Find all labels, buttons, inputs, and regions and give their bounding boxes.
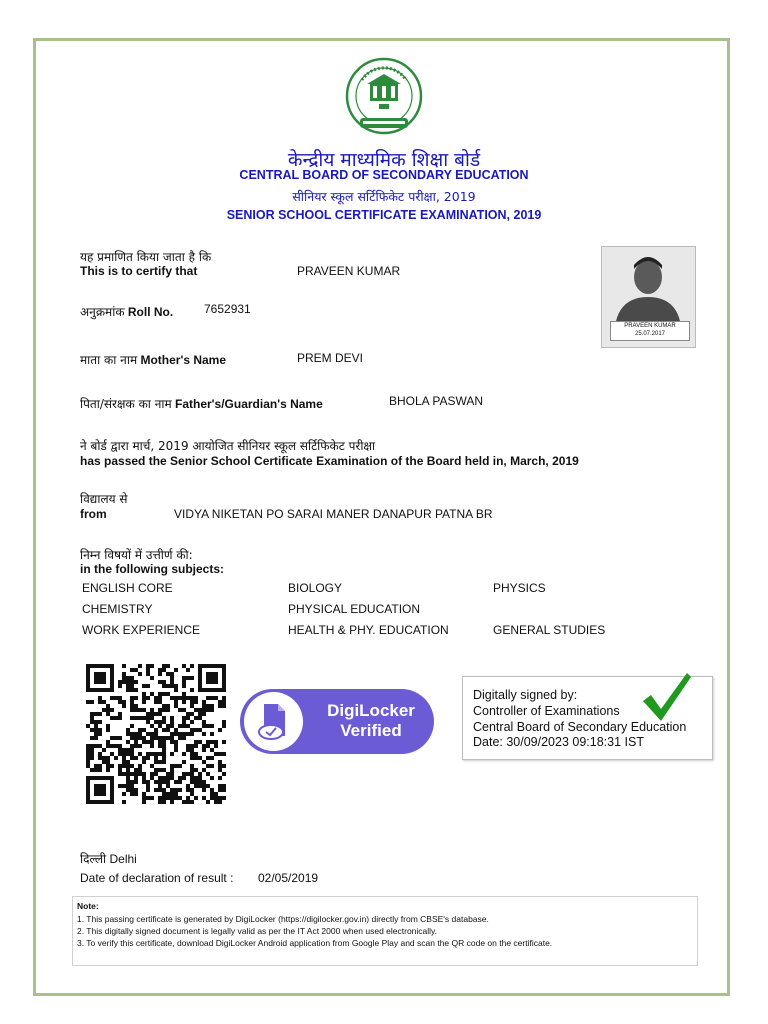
mother-name: PREM DEVI: [297, 351, 364, 365]
subjects-hindi: निम्न विषयों में उत्तीर्ण की:: [80, 548, 193, 562]
roll-number: 7652931: [204, 302, 251, 316]
photo-caption-name: PRAVEEN KUMAR: [624, 323, 676, 329]
digilocker-text: [312, 701, 430, 741]
digilocker-line2: Verified: [340, 721, 402, 740]
note-item: 2. This digitally signed document is legally valid as per the IT Act 2000 when used electronically.: [77, 926, 438, 936]
father-label-english: Father's/Guardian's Name: [175, 397, 323, 411]
father-name: BHOLA PASWAN: [389, 394, 484, 408]
subject-item: PHYSICS: [493, 581, 546, 595]
hindi-board-title: केन्द्रीय माध्यमिक शिक्षा बोर्ड: [287, 149, 481, 171]
digilocker-verified-badge: [240, 689, 434, 754]
document-cloud-icon: [244, 692, 303, 751]
school-english: from: [80, 507, 107, 521]
school-name: VIDYA NIKETAN PO SARAI MANER DANAPUR PATNA BR: [174, 507, 493, 521]
subject-item: BIOLOGY: [288, 581, 343, 595]
qr-code[interactable]: [86, 664, 230, 804]
certify-hindi: यह प्रमाणित किया जाता है कि: [80, 250, 212, 264]
signature-line1: Digitally signed by:: [473, 688, 578, 702]
subject-item: GENERAL STUDIES: [493, 623, 606, 637]
qr-finder-pattern: [200, 666, 224, 690]
hindi-exam-title: सीनियर स्कूल सर्टिफिकेट परीक्षा, 2019: [292, 189, 476, 204]
photo-caption-date: 25.07.2017: [634, 331, 666, 337]
place-hindi: दिल्ली: [80, 852, 107, 866]
student-name: PRAVEEN KUMAR: [297, 264, 401, 278]
notes-box: [72, 896, 698, 966]
roll-label-hindi: अनुक्रमांक: [80, 305, 125, 319]
signature-date: Date: 30/09/2023 09:18:31 IST: [473, 735, 644, 749]
passed-hindi: ने बोर्ड द्वारा मार्च, 2019 आयोजित सीनियर स्कूल सर्टिफिकेट परीक्षा: [80, 439, 376, 453]
certify-english: This is to certify that: [80, 264, 198, 278]
mother-label-hindi: माता का नाम: [80, 353, 138, 367]
digilocker-line1: DigiLocker: [327, 701, 415, 720]
student-photo: [601, 246, 696, 348]
qr-finder-pattern: [88, 778, 112, 802]
father-label-hindi: पिता/संरक्षक का नाम: [80, 397, 172, 411]
declaration-date: 02/05/2019: [258, 871, 319, 885]
photo-caption: [610, 321, 690, 341]
qr-finder-pattern: [88, 666, 112, 690]
subject-item: HEALTH & PHY. EDUCATION: [288, 623, 449, 637]
declaration-label: Date of declaration of result :: [80, 871, 234, 885]
place-english: Delhi: [109, 852, 137, 866]
father-label: [80, 395, 323, 412]
subject-item: PHYSICAL EDUCATION: [288, 602, 421, 616]
digital-signature-box[interactable]: [462, 676, 713, 760]
subject-item: CHEMISTRY: [82, 602, 153, 616]
digilocker-icon: [244, 692, 303, 751]
roll-label: [80, 303, 173, 320]
subject-item: WORK EXPERIENCE: [82, 623, 201, 637]
english-board-title: CENTRAL BOARD OF SECONDARY EDUCATION: [239, 168, 529, 182]
school-hindi: विद्यालय से: [80, 492, 128, 506]
qr-modules: [86, 664, 226, 804]
mother-label: [80, 351, 226, 368]
subjects-english: in the following subjects:: [80, 562, 224, 576]
checkmark-icon: [641, 671, 693, 727]
english-exam-title: SENIOR SCHOOL CERTIFICATE EXAMINATION, 2019: [226, 208, 542, 222]
signature-line2: Controller of Examinations: [473, 704, 620, 718]
notes-title: Note:: [77, 901, 99, 911]
place: [80, 850, 137, 867]
note-item: 1. This passing certificate is generated by DigiLocker (https://digilocker.gov.in) directly from CBSE's database.: [77, 914, 489, 924]
subject-item: ENGLISH CORE: [82, 581, 173, 595]
roll-label-english: Roll No.: [127, 305, 174, 319]
note-item: 3. To verify this certificate, download DigiLocker Android application from Google Play and scan the QR code on the certificate.: [77, 938, 553, 948]
passed-english: has passed the Senior School Certificate Examination of the Board held in, March, 2019: [80, 454, 579, 468]
mother-label-english: Mother's Name: [140, 353, 227, 367]
cbse-logo: [345, 56, 423, 138]
signature-line3: Central Board of Secondary Education: [473, 720, 687, 734]
